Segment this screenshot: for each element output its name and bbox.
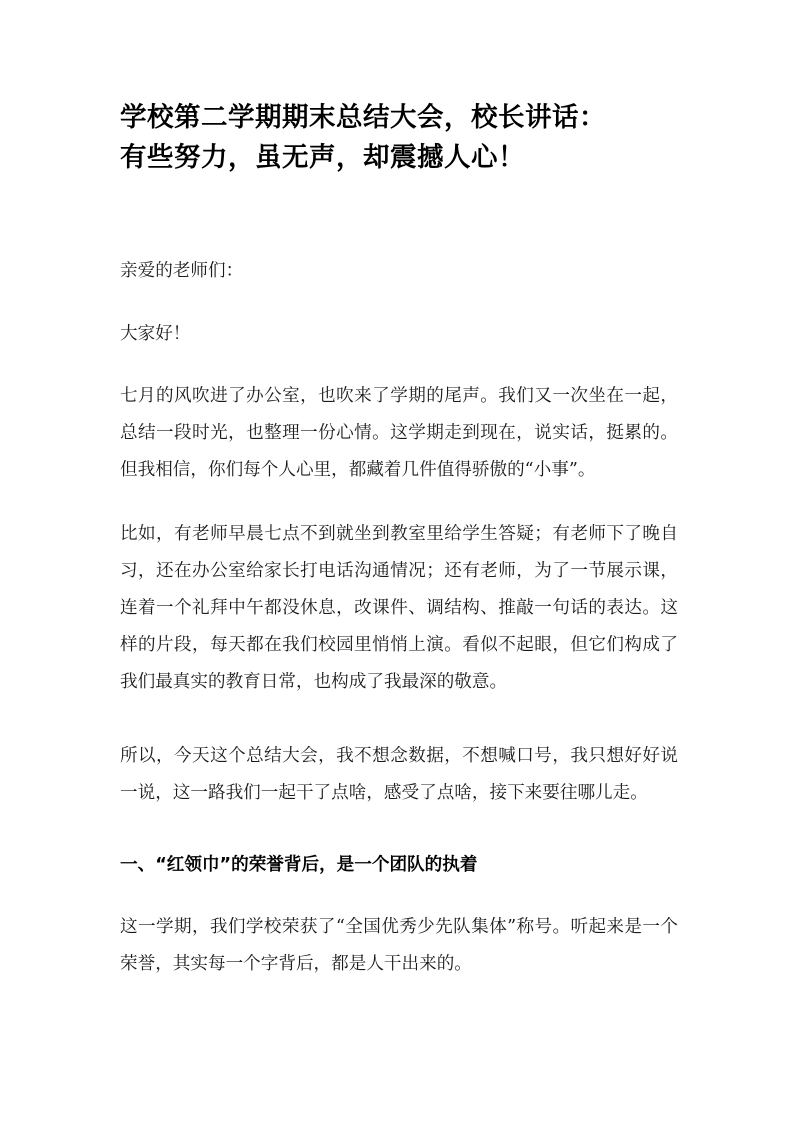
title-line-2: 有些努力，虽无声，却震撼人心！: [120, 142, 525, 173]
paragraph-purpose: 所以，今天这个总结大会，我不想念数据，不想喊口号，我只想好好说一说，这一路我们一起干了点啥，感受了点啥，接下来要往哪儿走。: [120, 746, 678, 803]
document-title: [120, 98, 678, 178]
paragraph-intro: 七月的风吹进了办公室，也吹来了学期的尾声。我们又一次坐在一起，总结一段时光，也整理一份心情。这学期走到现在，说实话，挺累的。但我相信，你们每个人心里，都藏着几件值得骄傲的“小事”。: [120, 386, 678, 480]
paragraph-section-1: 这一学期，我们学校荣获了“全国优秀少先队集体”称号。听起来是一个荣誉，其实每一个字背后，都是人干出来的。: [120, 917, 678, 974]
paragraph-examples: 比如，有老师早晨七点不到就坐到教室里给学生答疑；有老师下了晚自习，还在办公室给家长打电话沟通情况；还有老师，为了一节展示课，连着一个礼拜中午都没休息，改课件、调结构、推敲一句话的表达。这样的片段，每天都在我们校园里悄悄上演。看似不起眼，但它们构成了我们最真实的教育日常，也构成了我最深的敬意。: [120, 524, 678, 692]
section-heading-1: 一、“红领巾”的荣誉背后，是一个团队的执着: [120, 855, 478, 875]
salutation: 亲爱的老师们：: [120, 261, 244, 281]
document-page: [120, 98, 678, 974]
greeting: 大家好！: [120, 324, 191, 344]
title-line-1: 学校第二学期期末总结大会，校长讲话：: [120, 102, 606, 133]
